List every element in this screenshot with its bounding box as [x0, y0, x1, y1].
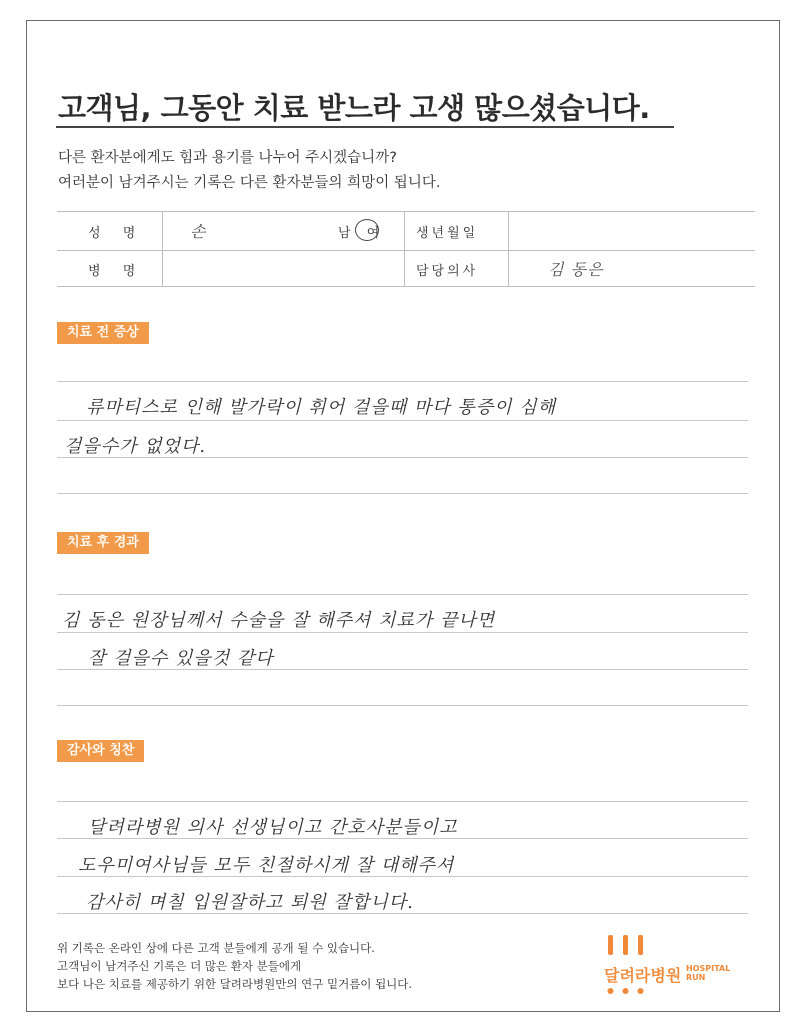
writing-line — [57, 594, 748, 595]
hospital-logo — [604, 935, 754, 995]
logo-korean-name: 달려라병원 — [604, 966, 682, 985]
gender-options: 남 여 — [338, 226, 386, 241]
thanks-line-3: 감사히 며칠 입원잘하고 퇴원 잘합니다. — [86, 892, 414, 913]
footer-note-3: 보다 나은 치료를 제공하기 위한 달려라병원만의 연구 밑거름이 됩니다. — [57, 977, 413, 991]
doctor-value: 김 동은 — [548, 260, 604, 279]
page-title: 고객님, 그동안 치료 받느라 고생 많으셨습니다. — [58, 91, 650, 125]
before-line-1: 류마티스로 인해 발가락이 휘어 걸을때 마다 통증이 심해 — [86, 397, 556, 418]
before-line-2: 걸을수가 없었다. — [64, 436, 207, 457]
section-before-title: 치료 전 증상 — [57, 322, 149, 344]
table-divider-1 — [162, 211, 163, 286]
name-label: 성 명 — [88, 226, 145, 241]
subtitle-line-1: 다른 환자분에게도 힘과 용기를 나누어 주시겠습니까? — [58, 150, 397, 166]
thanks-line-2: 도우미여사님들 모두 친절하시게 잘 대해주셔 — [78, 855, 455, 876]
gender-female-circle — [355, 219, 379, 241]
footer-note-1: 위 기록은 온라인 상에 다른 고객 분들에게 공개 될 수 있습니다. — [57, 941, 375, 955]
name-value: 손 — [190, 222, 207, 241]
writing-line — [57, 493, 748, 494]
writing-line — [57, 801, 748, 802]
birth-label: 생년월일 — [416, 226, 479, 241]
section-thanks-title: 감사와 칭찬 — [57, 740, 144, 762]
table-rule-bottom — [57, 286, 755, 287]
logo-english-name — [686, 964, 730, 982]
after-line-2: 잘 걸을수 있을것 같다 — [88, 648, 274, 669]
table-divider-2 — [404, 211, 405, 286]
doctor-label: 담당의사 — [416, 264, 479, 279]
footer-note-2: 고객님이 남겨주신 기록은 더 많은 환자 분들에게 — [57, 959, 302, 973]
thanks-line-1: 달려라병원 의사 선생님이고 간호사분들이고 — [88, 817, 458, 838]
writing-line — [57, 420, 748, 421]
after-line-1: 김 동은 원장님께서 수술을 잘 해주셔 치료가 끝나면 — [62, 610, 496, 631]
disease-label: 병 명 — [88, 264, 145, 279]
writing-line — [57, 381, 748, 382]
title-underline — [56, 126, 674, 128]
writing-line — [57, 705, 748, 706]
logo-en-line-2: RUN — [686, 973, 706, 982]
table-divider-3 — [508, 211, 509, 286]
logo-en-line-1: HOSPITAL — [686, 964, 731, 973]
section-after-title: 치료 후 경과 — [57, 532, 149, 554]
subtitle-line-2: 여러분이 남겨주시는 기록은 다른 환자분들의 희망이 됩니다. — [58, 175, 441, 191]
writing-line — [57, 632, 748, 633]
